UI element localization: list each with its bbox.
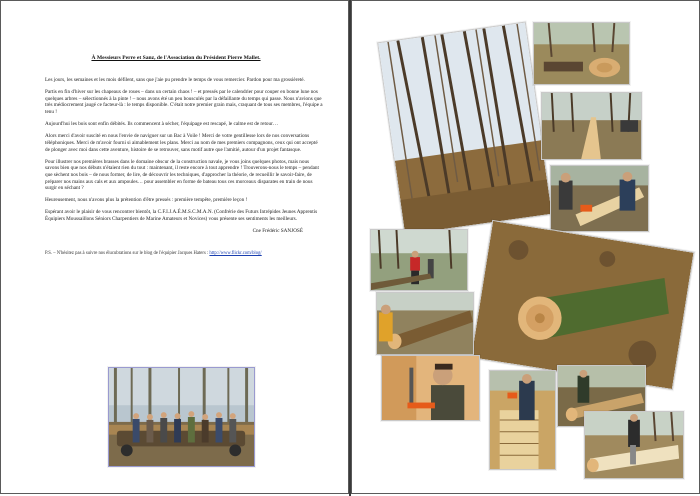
stump-photo [533,22,630,85]
worker-red-jacket-photo [370,229,468,291]
letter-paragraph: Pour illustrer nos premières brasses dans le domaine obscur de la construction navale, je vous joins quelques photos, mais nous savons bien que nos débuts n'étaient rien du tout : maintenant, il reste encore à tout apprendre ! Trouverons-nous le temps – pendant que sèchent nos bois – de nous former, de lire, de découvrir les techniques, d'approcher la théorie, de recueillir le savoir-faire, de préparer nos mains aux cals et aux ampoules… pour assembler en forme de bateau tous ces morceaux disparates en train de nous surgir en séchant ? [45,158,319,192]
letter-paragraph: Aujourd'hui les bois sont enfin débités. Ils commencent à sécher, l'équipage est rescapé, le calme est de retour… [45,121,279,128]
letter-paragraph: Espérant avoir le plaisir de vous rencontrer bientôt, la C.F.I.J.A.É.M.S.C.M.A.N. (Confrérie des Futurs Intrépides Jeunes Apprentis Équipiers Moussaillons Séniors Charpentiers de Marine Amateurs et Novices) vous présente ses sentiments les meilleurs. [45,209,318,223]
log-sawing-photo [376,292,474,355]
forest-path-photo [541,92,642,160]
cut-log-photo [584,411,684,479]
letter-paragraph: Les jours, les semaines et les mois défilent, sans que j'aie pu prendre le temps de vous remercier. Pardon pour ma grossièreté. [45,77,305,83]
forest-photo [377,22,553,236]
letter-paragraph: Heureusement, nous n'avons plus la prétention d'être pressés : première tempête, première leçon ! [45,197,248,204]
postscript [45,251,323,258]
document-page-right [351,0,700,494]
letter-body [45,77,323,263]
letter-paragraph: Alors merci d'avoir suscité en nous l'envie de naviguer sur un Bac à Voile ! Merci de votre gentillesse lors de nos conversations téléphoniques. Merci de m'avoir fourni si aimablement les plans. Merci au nom de mes premiers compagnons, ceux qui ont accepté de plonger avec moi dans cette aventure, histoire de se retrouver, sans motif autre que l'amitié, autour d'un projet fantasque. [45,133,318,153]
chainsaw-photo [550,165,649,232]
man-with-saw-photo [381,355,480,421]
blog-link[interactable]: http://www.flickr.com/blog/ [209,250,262,256]
group-photo [108,367,255,467]
wood-cross-section-photo [489,370,556,470]
postscript-text: P.S. – N'hésitez pas à suivre nos élucubrations sur le blog de l'équipier Jacques Haters : [45,250,210,256]
letter-signature: Cne Frédéric SANJOSÉ [252,228,303,235]
letter-title: À Messieurs Perre et Sanz, de l'Association du Président Pierre Mallet. [91,55,261,61]
letter-paragraph: Partis en fin d'hiver sur les chapeaux de roues – dans un certain chaos ! – et pressés par le calendrier pour couper en bonne lune nos quelques arbres – sélectionnés à la pinte ! – nous avons été un peu bousculés par la défaillante du temps qui passe. Nous n'avions que très médiocrement jaugé ce facteur-là : le temps disponible. C'était notre premier grain mais, craquant de tous ses membres, l'équipe a tenu ! [45,89,323,115]
document-page-left [0,0,349,494]
